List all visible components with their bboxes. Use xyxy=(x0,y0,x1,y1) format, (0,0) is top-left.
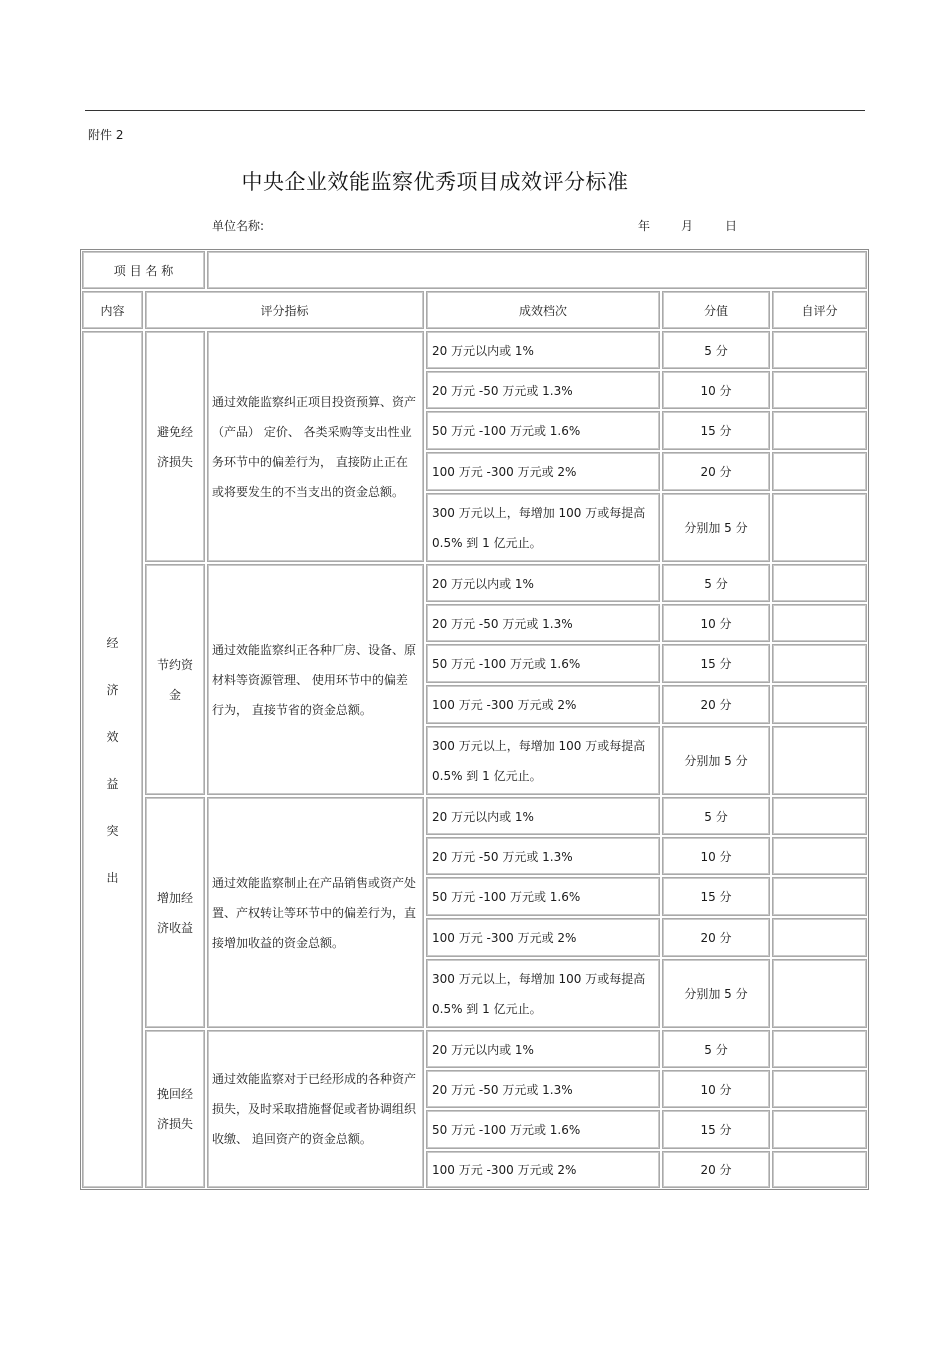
score-cell: 5 分 xyxy=(662,331,770,369)
score-cell: 15 分 xyxy=(662,877,770,916)
category-recover-loss xyxy=(145,1030,205,1188)
col-header-self-score: 自评分 xyxy=(772,291,867,329)
indicator-avoid-loss: 通过效能监察纠正项目投资预算、资产（产品） 定价、 各类采购等支出性业务环节中的偏差行为， 直接防止正在或将要发生的不当支出的资金总额。 xyxy=(207,331,424,562)
unit-name-label: 单位名称: xyxy=(212,219,265,233)
date-month-label: 月 xyxy=(681,219,694,233)
self-score-input[interactable] xyxy=(772,726,867,795)
self-score-input[interactable] xyxy=(772,371,867,409)
top-rule xyxy=(85,110,865,111)
level-cell: 20 万元 -50 万元或 1.3% xyxy=(426,371,660,409)
self-score-input[interactable] xyxy=(772,331,867,369)
level-cell: 20 万元以内或 1% xyxy=(426,331,660,369)
score-cell: 15 分 xyxy=(662,411,770,450)
col-header-score: 分值 xyxy=(662,291,770,329)
level-cell: 100 万元 -300 万元或 2% xyxy=(426,918,660,957)
col-header-content: 内容 xyxy=(82,291,143,329)
indicator-increase-revenue: 通过效能监察制止在产品销售或资产处置、产权转让等环节中的偏差行为，直接增加收益的资金总额。 xyxy=(207,797,424,1028)
score-cell: 5 分 xyxy=(662,564,770,602)
category-label: 挽回经济损失 xyxy=(156,1087,193,1131)
content-char: 济 xyxy=(106,682,119,697)
level-cell: 50 万元 -100 万元或 1.6% xyxy=(426,877,660,916)
content-char: 突 xyxy=(106,823,119,838)
project-name-label: 项 目 名 称 xyxy=(82,251,205,289)
score-cell: 10 分 xyxy=(662,1070,770,1108)
self-score-input[interactable] xyxy=(772,1151,867,1188)
self-score-input[interactable] xyxy=(772,1110,867,1149)
self-score-input[interactable] xyxy=(772,877,867,916)
self-score-input[interactable] xyxy=(772,797,867,835)
score-cell: 10 分 xyxy=(662,837,770,875)
self-score-input[interactable] xyxy=(772,564,867,602)
scoring-table xyxy=(80,249,869,1190)
content-char: 经 xyxy=(106,635,119,650)
score-cell: 分别加 5 分 xyxy=(662,493,770,562)
content-char: 益 xyxy=(106,776,119,791)
score-cell: 分别加 5 分 xyxy=(662,726,770,795)
indicator-save-funds: 通过效能监察纠正各种厂房、设备、原材料等资源管理、 使用环节中的偏差行为， 直接节省的资金总额。 xyxy=(207,564,424,795)
score-cell: 20 分 xyxy=(662,1151,770,1188)
level-cell: 20 万元 -50 万元或 1.3% xyxy=(426,1070,660,1108)
self-score-input[interactable] xyxy=(772,452,867,491)
self-score-input[interactable] xyxy=(772,837,867,875)
level-cell: 100 万元 -300 万元或 2% xyxy=(426,1151,660,1188)
self-score-input[interactable] xyxy=(772,1030,867,1068)
content-char: 效 xyxy=(106,729,119,744)
self-score-input[interactable] xyxy=(772,918,867,957)
level-cell: 50 万元 -100 万元或 1.6% xyxy=(426,411,660,450)
attachment-label: 附件 2 xyxy=(88,128,124,142)
level-cell: 300 万元以上，每增加 100 万或每提高 0.5% 到 1 亿元止。 xyxy=(426,493,660,562)
score-cell: 20 分 xyxy=(662,685,770,724)
level-cell: 50 万元 -100 万元或 1.6% xyxy=(426,1110,660,1149)
category-label: 节约资金 xyxy=(156,657,193,702)
level-cell: 50 万元 -100 万元或 1.6% xyxy=(426,644,660,683)
level-cell: 20 万元以内或 1% xyxy=(426,1030,660,1068)
self-score-input[interactable] xyxy=(772,1070,867,1108)
score-cell: 15 分 xyxy=(662,1110,770,1149)
project-name-field[interactable] xyxy=(207,251,867,289)
score-cell: 10 分 xyxy=(662,604,770,642)
category-save-funds xyxy=(145,564,205,795)
self-score-input[interactable] xyxy=(772,604,867,642)
level-cell: 20 万元以内或 1% xyxy=(426,797,660,835)
date-year-label: 年 xyxy=(638,219,651,233)
content-char: 出 xyxy=(106,870,119,885)
category-increase-revenue xyxy=(145,797,205,1028)
content-cell-economic-benefit xyxy=(82,331,143,1188)
category-avoid-loss xyxy=(145,331,205,562)
level-cell: 100 万元 -300 万元或 2% xyxy=(426,452,660,491)
level-cell: 20 万元 -50 万元或 1.3% xyxy=(426,837,660,875)
level-cell: 300 万元以上，每增加 100 万或每提高 0.5% 到 1 亿元止。 xyxy=(426,959,660,1028)
category-label: 增加经济收益 xyxy=(156,890,193,935)
date-day-label: 日 xyxy=(725,219,738,233)
level-cell: 100 万元 -300 万元或 2% xyxy=(426,685,660,724)
category-label: 避免经济损失 xyxy=(156,424,193,469)
score-cell: 20 分 xyxy=(662,452,770,491)
self-score-input[interactable] xyxy=(772,644,867,683)
level-cell: 300 万元以上，每增加 100 万或每提高 0.5% 到 1 亿元止。 xyxy=(426,726,660,795)
col-header-indicator: 评分指标 xyxy=(145,291,424,329)
self-score-input[interactable] xyxy=(772,493,867,562)
col-header-level: 成效档次 xyxy=(426,291,660,329)
level-cell: 20 万元 -50 万元或 1.3% xyxy=(426,604,660,642)
score-cell: 20 分 xyxy=(662,918,770,957)
level-cell: 20 万元以内或 1% xyxy=(426,564,660,602)
self-score-input[interactable] xyxy=(772,411,867,450)
score-cell: 15 分 xyxy=(662,644,770,683)
self-score-input[interactable] xyxy=(772,959,867,1028)
page-title: 中央企业效能监察优秀项目成效评分标准 xyxy=(241,170,629,194)
indicator-recover-loss: 通过效能监察对于已经形成的各种资产损失，及时采取措施督促或者协调组织收缴、 追回资产的资金总额。 xyxy=(207,1030,424,1188)
score-cell: 5 分 xyxy=(662,1030,770,1068)
score-cell: 10 分 xyxy=(662,371,770,409)
self-score-input[interactable] xyxy=(772,685,867,724)
score-cell: 分别加 5 分 xyxy=(662,959,770,1028)
score-cell: 5 分 xyxy=(662,797,770,835)
